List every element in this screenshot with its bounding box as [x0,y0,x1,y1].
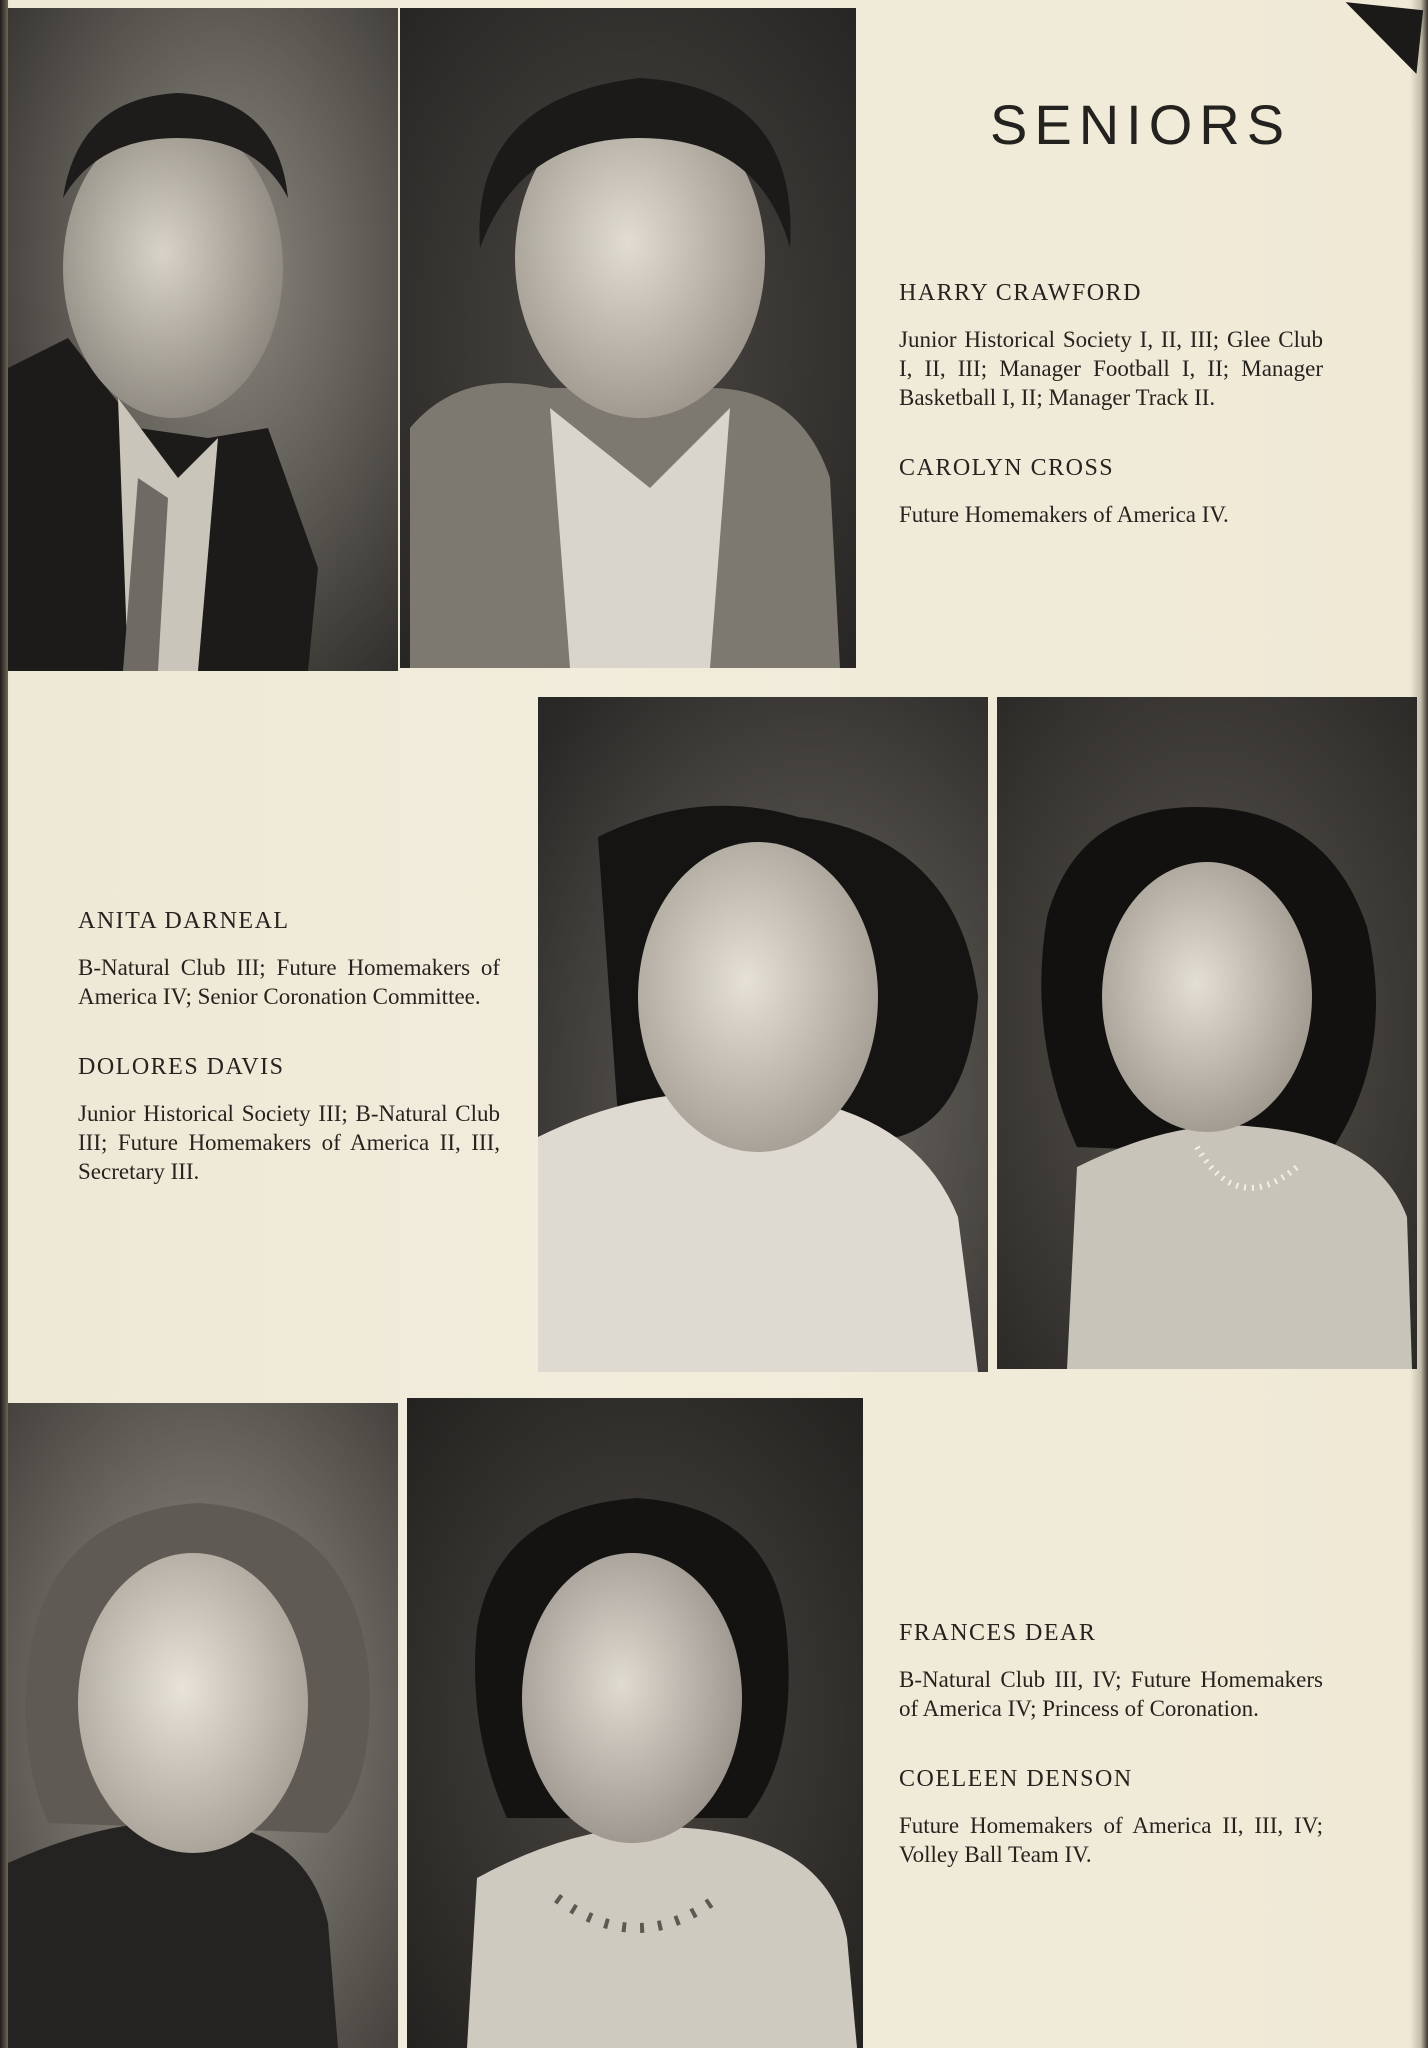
senior-name: HARRY CRAWFORD [899,280,1142,306]
portrait-photo-6 [407,1398,863,2048]
senior-entry-3 [78,908,500,1035]
senior-name: CAROLYN CROSS [899,455,1115,481]
portrait-photo-3 [538,697,988,1372]
senior-entry-2 [899,455,1323,553]
senior-name: FRANCES DEAR [899,1620,1097,1646]
senior-activities: Future Homemakers of America II, III, IV; Volley Ball Team IV. [899,1813,1323,1867]
page-title: SENIORS [990,93,1292,156]
senior-entry-1 [899,280,1323,436]
senior-activities: B-Natural Club III, IV; Future Homemakers of America IV; Princess of Coronation. [899,1667,1323,1721]
senior-name: COELEEN DENSON [899,1766,1133,1792]
senior-name: ANITA DARNEAL [78,908,290,934]
senior-activities: Junior Historical Society III; B-Natural Club III; Future Homemakers of America II, III, Secretary III. [78,1101,500,1184]
senior-activities: B-Natural Club III; Future Homemakers of America IV; Senior Coronation Committee. [78,955,500,1009]
senior-entry-6 [899,1766,1323,1893]
book-spine-shadow [0,0,8,2048]
portrait-photo-2 [400,8,856,668]
senior-name: DOLORES DAVIS [78,1054,285,1080]
senior-entry-4 [78,1054,500,1210]
photo-corner-mount [1339,2,1423,74]
senior-entry-5 [899,1620,1323,1747]
senior-activities: Future Homemakers of America IV. [899,502,1229,527]
portrait-photo-5 [8,1403,398,2048]
portrait-photo-4 [997,697,1417,1369]
portrait-photo-1 [8,8,398,671]
senior-activities: Junior Historical Society I, II, III; Glee Club I, II, III; Manager Football I, II; Manager Basketball I, II; Manager Track II. [899,327,1323,410]
